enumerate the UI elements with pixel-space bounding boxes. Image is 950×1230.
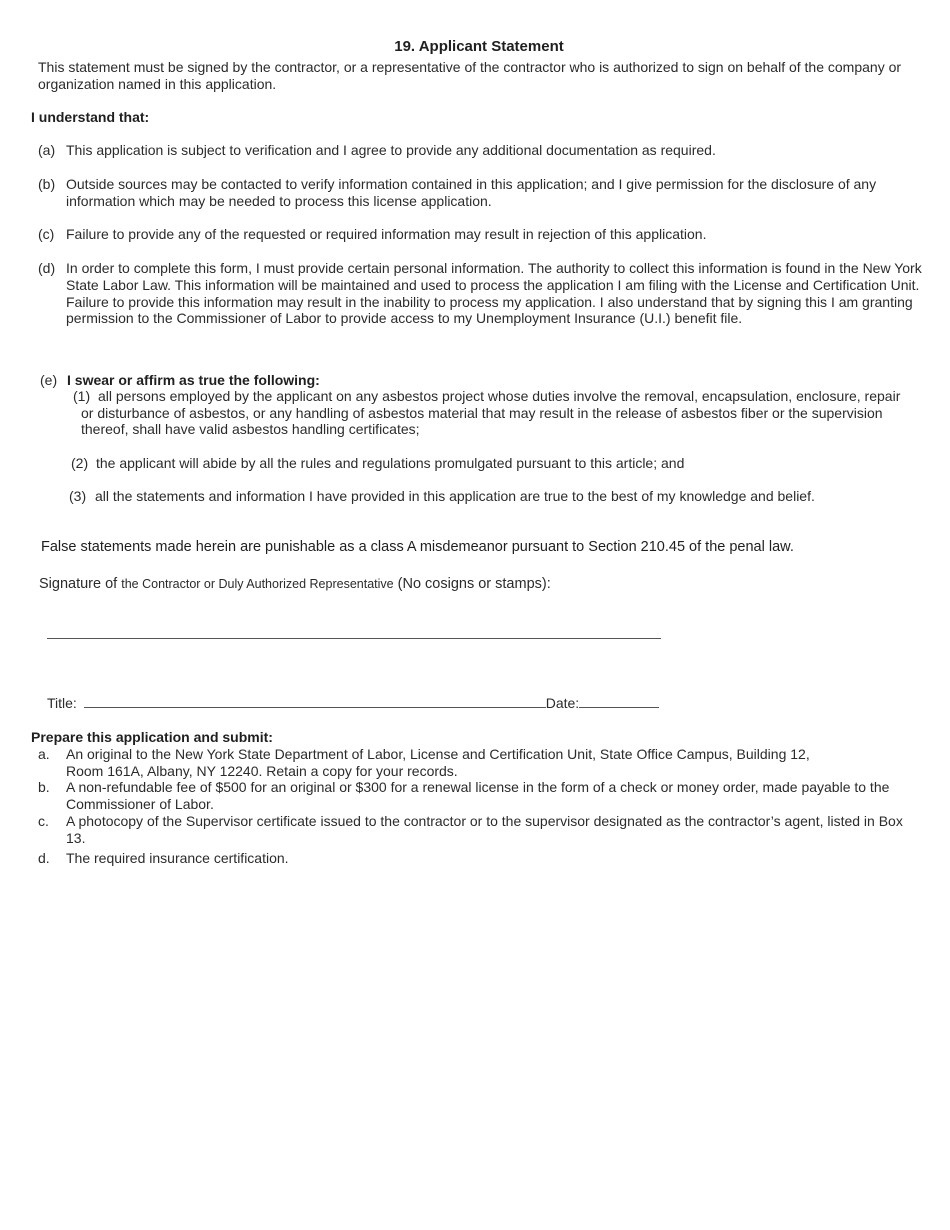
item-text: This application is subject to verification and I agree to provide any additional documentation as required. [66, 142, 716, 158]
item-text: Failure to provide any of the requested or required information may result in rejection of this application. [66, 226, 707, 242]
prepare-item-a [38, 746, 918, 779]
swear-subitem-2 [71, 455, 901, 472]
subitem-label: (2) [71, 455, 89, 471]
signature-field[interactable] [47, 638, 661, 639]
swear-heading: I swear or affirm as true the following: [67, 372, 320, 388]
section-title: 19. Applicant Statement [394, 38, 564, 55]
prepare-item-d [38, 850, 898, 867]
intro-text: This statement must be signed by the contractor, or a representative of the contractor who is authorized to sign on behalf of the company or organization named in this application. [38, 59, 902, 92]
understand-heading: I understand that: [31, 109, 150, 125]
item-label: (e) [40, 372, 58, 388]
item-label: d. [38, 850, 50, 866]
list-item-d [38, 260, 928, 327]
item-text: The required insurance certification. [66, 850, 289, 866]
list-item-c [38, 226, 923, 243]
item-text-line1: An original to the New York State Department of Labor, License and Certification Unit, State Office Campus, Building 12, [66, 746, 810, 762]
signature-label: Signature of the Contractor or Duly Authorized Representative (No cosigns or stamps): [39, 576, 551, 592]
subitem-label: (1) [73, 388, 91, 404]
item-label: c. [38, 813, 49, 829]
prepare-item-b [38, 779, 903, 812]
date-field[interactable] [579, 695, 659, 708]
swear-subitem-3 [69, 488, 929, 505]
item-label: (a) [38, 142, 56, 158]
subitem-text: all persons employed by the applicant on any asbestos project whose duties involve the removal, encapsulation, enclosure, repair or disturbance of asbestos, or any handling of asbestos material that may result in the release of asbestos fiber or the supervision thereof, shall have valid asbestos handling certificates; [81, 388, 901, 437]
title-date-row [47, 695, 659, 711]
title-label: Title: [47, 695, 77, 711]
item-text-line2: Room 161A, Albany, NY 12240. Retain a copy for your records. [66, 762, 458, 779]
item-text: A non-refundable fee of $500 for an original or $300 for a renewal license in the form of a check or money order, made payable to the Commissioner of Labor. [66, 779, 890, 812]
subitem-text: all the statements and information I have provided in this application are true to the best of my knowledge and belief. [95, 488, 815, 504]
item-label: (d) [38, 260, 56, 276]
item-text: In order to complete this form, I must provide certain personal information. The authority to collect this information is found in the New York State Labor Law. This information will be maintained and used to process the application I am filing with the License and Certification Unit. Failure to provide this information may result in the inability to process my application. I also understand that by signing this I am granting permission to the Commissioner of Labor to provide access to my Unemployment Insurance (U.I.) benefit file. [66, 260, 922, 327]
list-item-b [38, 176, 923, 209]
item-label: (b) [38, 176, 56, 192]
prepare-heading: Prepare this application and submit: [31, 729, 273, 745]
subitem-label: (3) [69, 488, 87, 504]
prepare-item-c [38, 813, 903, 846]
item-label: b. [38, 779, 50, 795]
item-label: (c) [38, 226, 55, 242]
list-item-a [38, 142, 923, 159]
date-label: Date: [545, 695, 580, 711]
item-text: Outside sources may be contacted to verify information contained in this application; and I give permission for the disclosure of any information which may be needed to process this license application. [66, 176, 877, 209]
title-field[interactable] [84, 695, 546, 708]
penalty-statement: False statements made herein are punishable as a class A misdemeanor pursuant to Section 210.45 of the penal law. [41, 539, 794, 555]
list-item-e [38, 372, 923, 389]
item-label: a. [38, 746, 50, 762]
subitem-text: the applicant will abide by all the rules and regulations promulgated pursuant to this article; and [96, 455, 685, 471]
item-text: A photocopy of the Supervisor certificate issued to the contractor or to the supervisor designated as the contractor’s agent, listed in Box 13. [66, 813, 903, 846]
swear-subitem-1 [73, 388, 903, 438]
